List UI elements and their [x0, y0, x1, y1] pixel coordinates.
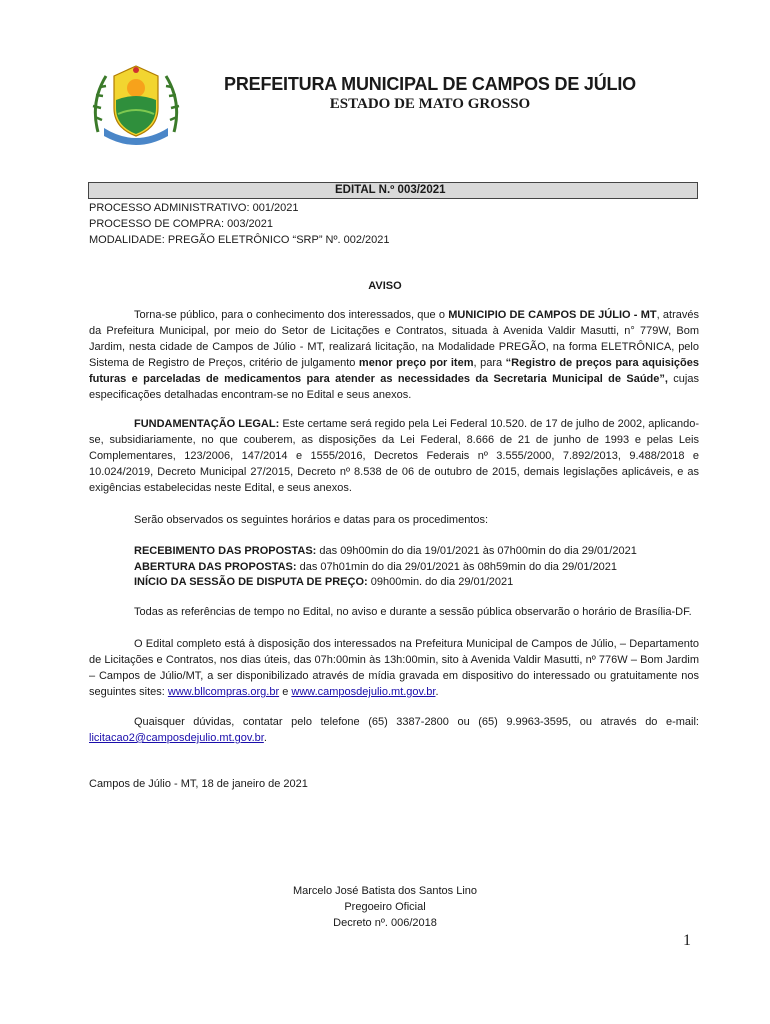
- page-number: 1: [683, 932, 691, 949]
- paragraph-time-reference: Todas as referências de tempo no Edital, no aviso e durante a sessão pública observarão o horário de Brasília-DF.: [134, 606, 692, 618]
- signature-role: Pregoeiro Oficial: [344, 901, 426, 913]
- paragraph-legal-basis: FUNDAMENTAÇÃO LEGAL: Este certame será regido pela Lei Federal 10.520. de 17 de julho de 2002, aplicando-se, subsidiariamente, no que couberem, as disposições da Lei Federal, 8.666 de 21 de junho de 1993 e pelas Leis Complementares, 123/2006, 147/2014 e 1555/2016, Decretos Federais nº 3.555/2000, 7.892/2013, 9.488/2018 e 10.024/2019, Decreto Municipal 27/2015, Decreto nº 8.538 de 06 de outubro de 2015, demais legislações aplicáveis, e as exigências estabelecidas neste Edital, e seus anexos.: [89, 418, 699, 494]
- signature-decree: Decreto nº. 006/2018: [333, 917, 437, 929]
- date-line: Campos de Júlio - MT, 18 de janeiro de 2021: [89, 778, 308, 790]
- schedule-opening: ABERTURA DAS PROPOSTAS: das 07h01min do dia 29/01/2021 às 08h59min do dia 29/01/2021: [134, 561, 618, 573]
- processo-compra: PROCESSO DE COMPRA: 003/2021: [89, 218, 274, 230]
- municipal-coat-of-arms-logo: [88, 62, 184, 146]
- paragraph-edital-availability: O Edital completo está à disposição dos interessados na Prefeitura Municipal de Campos de Júlio, – Departamento de Licitações e Contratos, nos dias úteis, das 07h:00min às 13h:00min, sito à Avenida Valdir Masutti, nº 776W – Bom Jardim – Campos de Júlio/MT, a ser disponibilizado através de mídia gravada em dispositivo do interessado ou gratuitamente nos seguintes sites: www.bllcompras.org.br e www.camposdejulio.mt.gov.br.: [89, 638, 699, 698]
- paragraph-contact: Quaisquer dúvidas, contatar pelo telefone (65) 3387-2800 ou (65) 9.9963-3595, ou através do e-mail: licitacao2@camposdejulio.mt.gov.br.: [89, 716, 699, 744]
- municipality-title: PREFEITURA MUNICIPAL DE CAMPOS DE JÚLIO: [224, 74, 636, 94]
- paragraph-schedule-intro: Serão observados os seguintes horários e datas para os procedimentos:: [134, 514, 489, 526]
- aviso-heading: AVISO: [368, 280, 402, 292]
- paragraph-announcement: Torna-se público, para o conhecimento dos interessados, que o MUNICIPIO DE CAMPOS DE JÚLIO - MT, através da Prefeitura Municipal, por meio do Setor de Licitações e Contratos, situada à Avenida Valdir Masutti, n° 779W, Bom Jardim, nesta cidade de Campos de Júlio - MT, realizará licitação, na Modalidade PREGÃO, na forma ELETRÔNICA, pelo Sistema de Registro de Preços, critério de julgamento menor preço por item, para “Registro de preços para aquisições futuras e parceladas de medicamentos para atender as necessidades da Secretaria Municipal de Saúde”, cujas especificações detalhadas encontram-se no Edital e seus anexos.: [89, 309, 699, 401]
- schedule-receiving: RECEBIMENTO DAS PROPOSTAS: das 09h00min do dia 19/01/2021 às 07h00min do dia 29/01/2021: [134, 545, 637, 557]
- state-subtitle: ESTADO DE MATO GROSSO: [329, 96, 531, 112]
- bll-compras-link[interactable]: www.bllcompras.org.br: [167, 686, 280, 698]
- schedule-dispute-start: INÍCIO DA SESSÃO DE DISPUTA DE PREÇO: 09h00min. do dia 29/01/2021: [134, 576, 514, 588]
- edital-number: EDITAL N.º 003/2021: [335, 184, 446, 196]
- contact-email-link[interactable]: licitacao2@camposdejulio.mt.gov.br: [89, 732, 264, 744]
- modalidade: MODALIDADE: PREGÃO ELETRÔNICO “SRP” Nº. 002/2021: [89, 234, 390, 246]
- signature-name: Marcelo José Batista dos Santos Lino: [292, 885, 478, 897]
- camposdejulio-site-link[interactable]: www.camposdejulio.mt.gov.br: [291, 686, 436, 698]
- processo-administrativo: PROCESSO ADMINISTRATIVO: 001/2021: [89, 202, 299, 214]
